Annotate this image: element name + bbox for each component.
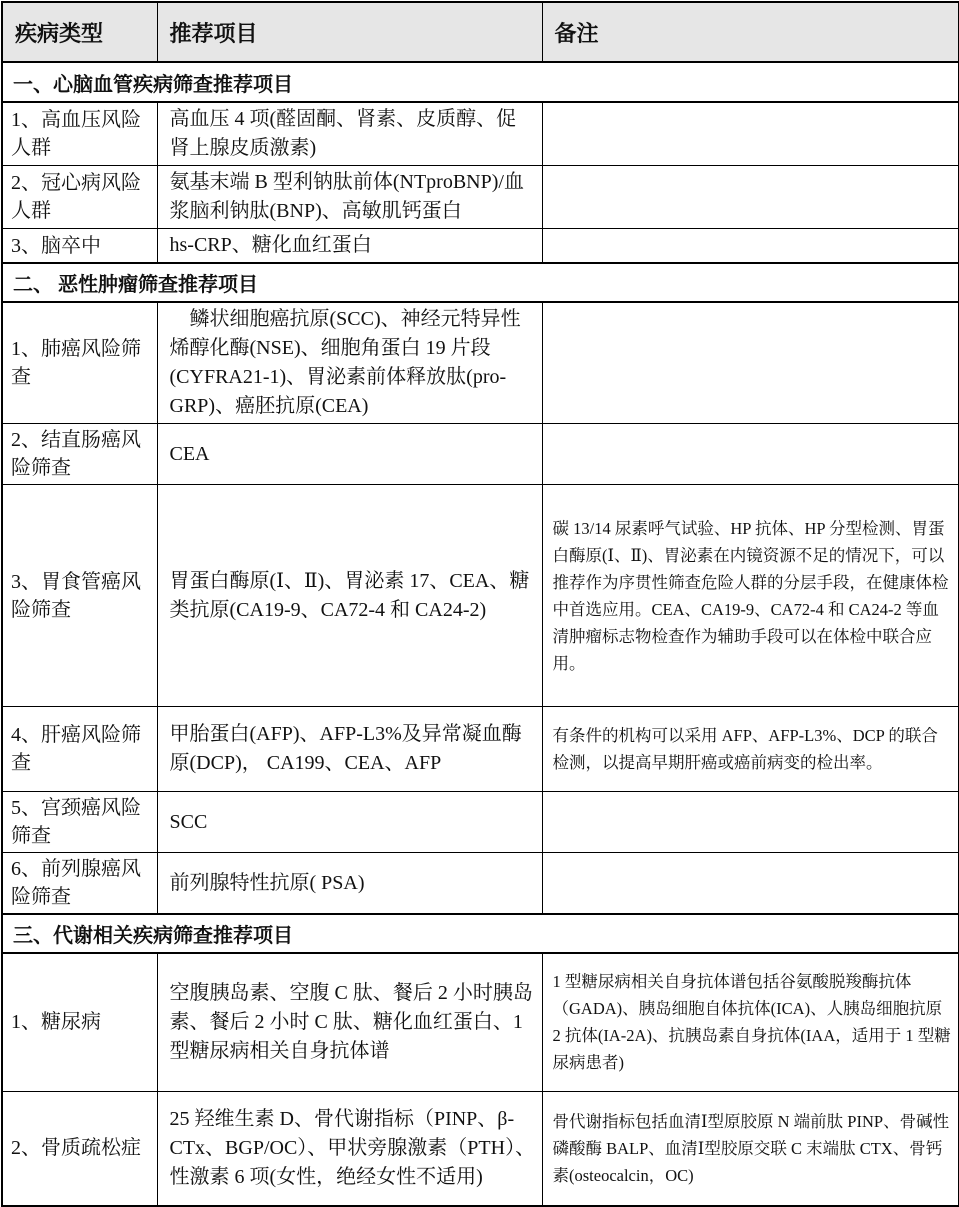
- disease-type-cell: 1、肺癌风险筛查: [2, 302, 157, 424]
- column-header-remarks: 备注: [542, 2, 959, 62]
- table-row: [2, 102, 959, 166]
- remarks-cell: [542, 853, 959, 915]
- recommended-items-cell: 甲胎蛋白(AFP)、AFP-L3%及异常凝血酶原(DCP)， CA199、CEA、AFP: [157, 707, 542, 792]
- table-row: [2, 166, 959, 229]
- recommended-items-cell: 空腹胰岛素、空腹 C 肽、餐后 2 小时胰岛素、餐后 2 小时 C 肽、糖化血红蛋白、1 型糖尿病相关自身抗体谱: [157, 953, 542, 1091]
- section-title: 二、 恶性肿瘤筛查推荐项目: [2, 263, 959, 302]
- table-row: [2, 707, 959, 792]
- remarks-cell: 骨代谢指标包括血清Ⅰ型原胶原 N 端前肽 PINP、骨碱性磷酸酶 BALP、血清Ⅰ型胶原交联 C 末端肽 CTX、骨钙素(osteocalcin，OC): [542, 1091, 959, 1206]
- disease-type-cell: 2、冠心病风险人群: [2, 166, 157, 229]
- table-row: [2, 853, 959, 915]
- section-header-row-metabolic: [2, 914, 959, 953]
- remarks-cell: 碳 13/14 尿素呼气试验、HP 抗体、HP 分型检测、胃蛋白酶原(Ⅰ、Ⅱ)、胃泌素在内镜资源不足的情况下，可以推荐作为序贯性筛查危险人群的分层手段，在健康体检中首选应用。CEA、CA19-9、CA72-4 和 CA24-2 等血清肿瘤标志物检查作为辅助手段可以在体检中联合应用。: [542, 485, 959, 707]
- table-header-row: [2, 2, 959, 62]
- remarks-cell: [542, 424, 959, 485]
- remarks-cell: 有条件的机构可以采用 AFP、AFP-L3%、DCP 的联合检测，以提高早期肝癌或癌前病变的检出率。: [542, 707, 959, 792]
- column-header-disease-type: 疾病类型: [2, 2, 157, 62]
- disease-type-cell: 3、胃食管癌风险筛查: [2, 485, 157, 707]
- recommended-items-cell: CEA: [157, 424, 542, 485]
- recommended-items-cell: hs-CRP、糖化血红蛋白: [157, 229, 542, 264]
- table-row: [2, 229, 959, 264]
- recommended-items-cell: 高血压 4 项(醛固酮、肾素、皮质醇、促肾上腺皮质激素): [157, 102, 542, 166]
- remarks-cell: 1 型糖尿病相关自身抗体谱包括谷氨酸脱羧酶抗体（GADA)、胰岛细胞自体抗体(ICA)、人胰岛细胞抗原 2 抗体(IA-2A)、抗胰岛素自身抗体(IAA，适用于 1 型糖尿病患者): [542, 953, 959, 1091]
- disease-type-cell: 1、糖尿病: [2, 953, 157, 1091]
- recommended-items-cell: 氨基末端 B 型利钠肽前体(NTproBNP)/血浆脑利钠肽(BNP)、高敏肌钙蛋白: [157, 166, 542, 229]
- table-row: [2, 792, 959, 853]
- section-title: 三、代谢相关疾病筛查推荐项目: [2, 914, 959, 953]
- recommended-items-cell: SCC: [157, 792, 542, 853]
- remarks-cell: [542, 166, 959, 229]
- recommended-items-cell: 鳞状细胞癌抗原(SCC)、神经元特异性烯醇化酶(NSE)、细胞角蛋白 19 片段(CYFRA21-1)、胃泌素前体释放肽(pro-GRP)、癌胚抗原(CEA): [157, 302, 542, 424]
- disease-type-cell: 2、骨质疏松症: [2, 1091, 157, 1206]
- section-header-row-cancer: [2, 263, 959, 302]
- table-row: [2, 485, 959, 707]
- remarks-cell: [542, 302, 959, 424]
- disease-type-cell: 5、宫颈癌风险筛查: [2, 792, 157, 853]
- table-row: [2, 953, 959, 1091]
- disease-type-cell: 3、脑卒中: [2, 229, 157, 264]
- column-header-recommended-items: 推荐项目: [157, 2, 542, 62]
- table-row: [2, 302, 959, 424]
- disease-type-cell: 2、结直肠癌风险筛查: [2, 424, 157, 485]
- table-row: [2, 1091, 959, 1206]
- remarks-cell: [542, 792, 959, 853]
- table-row: [2, 424, 959, 485]
- disease-type-cell: 6、前列腺癌风险筛查: [2, 853, 157, 915]
- disease-type-cell: 4、肝癌风险筛查: [2, 707, 157, 792]
- recommended-items-cell: 前列腺特性抗原( PSA): [157, 853, 542, 915]
- screening-table: [1, 1, 959, 1207]
- remarks-cell: [542, 229, 959, 264]
- section-header-row-cardiovascular: [2, 62, 959, 102]
- recommended-items-cell: 25 羟维生素 D、骨代谢指标（PINP、β-CTx、BGP/OC）、甲状旁腺激素（PTH）、性激素 6 项(女性，绝经女性不适用): [157, 1091, 542, 1206]
- section-title: 一、心脑血管疾病筛查推荐项目: [2, 62, 959, 102]
- disease-type-cell: 1、高血压风险人群: [2, 102, 157, 166]
- recommended-items-cell: 胃蛋白酶原(Ⅰ、Ⅱ)、胃泌素 17、CEA、糖类抗原(CA19-9、CA72-4 和 CA24-2): [157, 485, 542, 707]
- remarks-cell: [542, 102, 959, 166]
